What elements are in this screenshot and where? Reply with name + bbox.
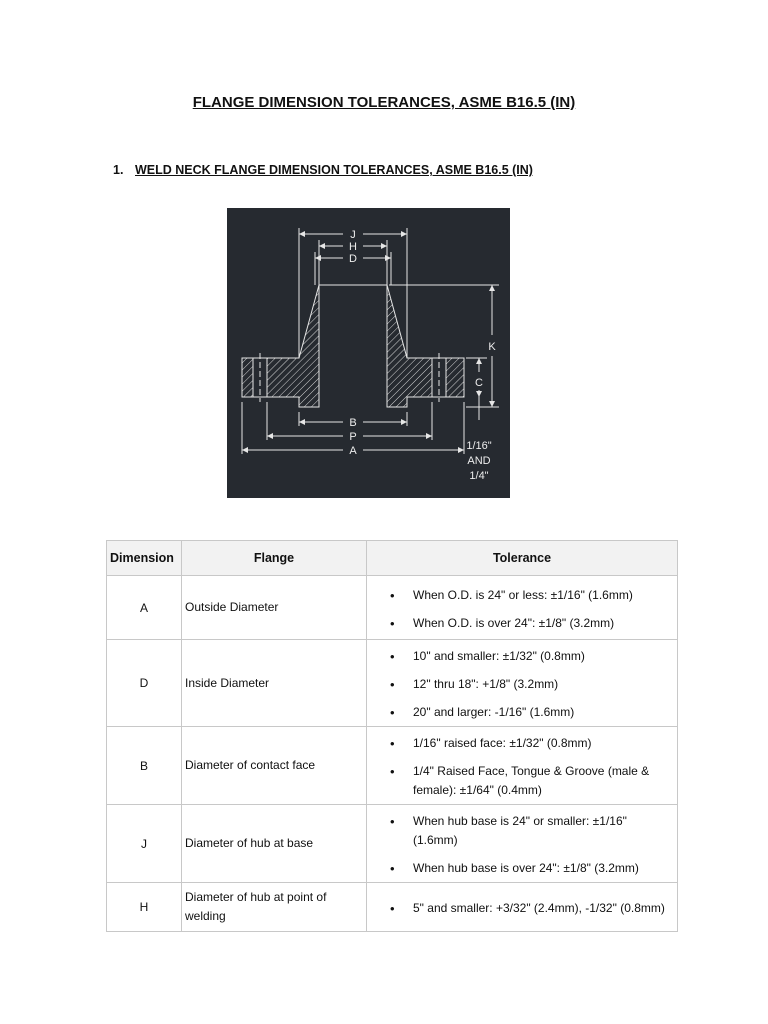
tolerance-cell: [367, 883, 678, 932]
note-line-1: 1/16": [466, 440, 492, 452]
tolerance-item: • 12" thru 18": +1/8" (3.2mm): [373, 675, 671, 694]
tolerance-item: • 1/16" raised face: ±1/32" (0.8mm): [373, 734, 671, 753]
section-title: WELD NECK FLANGE DIMENSION TOLERANCES, ASME B16.5 (IN): [135, 163, 533, 177]
flange-cell: Diameter of hub at point of welding: [182, 883, 367, 932]
dimension-cell: A: [107, 576, 182, 640]
dimension-cell: H: [107, 883, 182, 932]
flange-cell: Diameter of hub at base: [182, 805, 367, 883]
flange-cell: Inside Diameter: [182, 640, 367, 727]
label-k: K: [488, 341, 496, 353]
flange-section-right: [387, 285, 464, 407]
dimension-cell: B: [107, 727, 182, 805]
tolerance-cell: [367, 805, 678, 883]
tolerance-item: • 5" and smaller: +3/32" (2.4mm), -1/32" (0.8mm): [373, 899, 671, 918]
flange-cell: Outside Diameter: [182, 576, 367, 640]
note-line-3: 1/4": [469, 470, 489, 482]
header-tolerance: Tolerance: [367, 541, 678, 576]
label-d: D: [349, 253, 357, 265]
tolerance-item: • 1/4" Raised Face, Tongue & Groove (male & female): ±1/64" (0.4mm): [373, 762, 671, 800]
table-row: [107, 576, 678, 640]
section-heading: [113, 163, 533, 177]
flange-cell: Diameter of contact face: [182, 727, 367, 805]
weld-neck-flange-drawing: [227, 208, 510, 498]
label-p: P: [349, 431, 357, 443]
tolerance-item: • When hub base is 24" or smaller: ±1/16" (1.6mm): [373, 812, 671, 850]
label-h: H: [349, 241, 357, 253]
note-line-2: AND: [467, 455, 491, 467]
table-header-row: [107, 541, 678, 576]
label-b: B: [349, 417, 357, 429]
dimension-cell: J: [107, 805, 182, 883]
tolerance-cell: [367, 576, 678, 640]
tolerance-item: • When hub base is over 24": ±1/8" (3.2mm): [373, 859, 671, 878]
label-a: A: [349, 445, 357, 457]
tolerance-item: • When O.D. is 24" or less: ±1/16" (1.6mm): [373, 586, 671, 605]
tolerance-table: [106, 540, 678, 932]
tolerance-item: • When O.D. is over 24": ±1/8" (3.2mm): [373, 614, 671, 633]
tolerance-item: • 20" and larger: -1/16" (1.6mm): [373, 703, 671, 722]
tolerance-cell: [367, 727, 678, 805]
table-row: [107, 640, 678, 727]
header-dimension: Dimension: [107, 541, 182, 576]
section-number: 1.: [113, 163, 124, 177]
tolerance-item: • 10" and smaller: ±1/32" (0.8mm): [373, 647, 671, 666]
label-j: J: [350, 229, 356, 241]
table-row: [107, 883, 678, 932]
dimension-cell: D: [107, 640, 182, 727]
tolerance-cell: [367, 640, 678, 727]
label-c: C: [475, 377, 483, 389]
page-title: FLANGE DIMENSION TOLERANCES, ASME B16.5 (IN): [192, 94, 576, 111]
table-row: [107, 727, 678, 805]
table-row: [107, 805, 678, 883]
header-flange: Flange: [182, 541, 367, 576]
